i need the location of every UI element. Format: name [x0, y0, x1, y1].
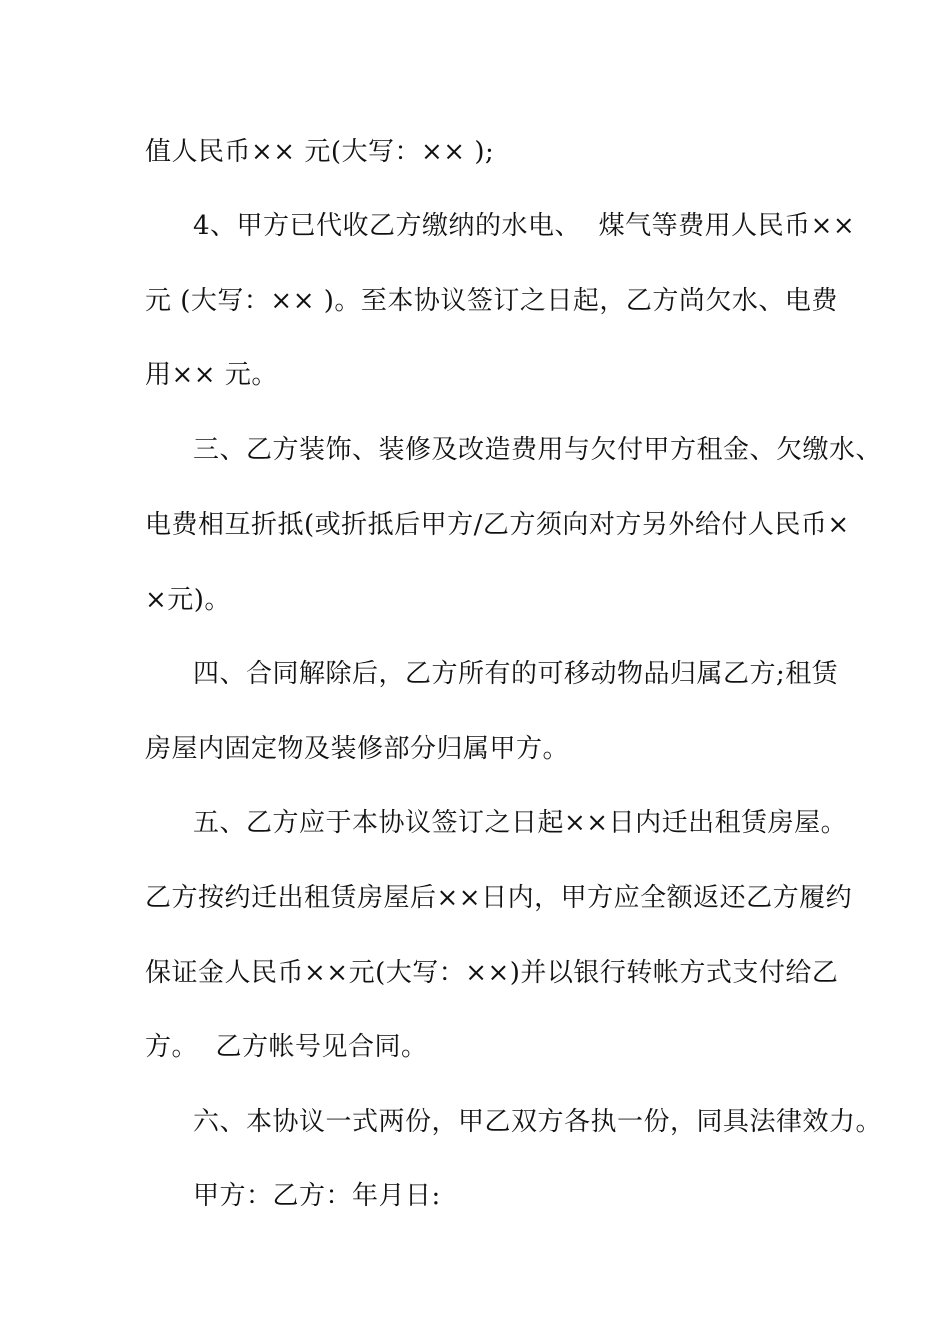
signature-line: 甲方：乙方：年月日:: [193, 1181, 441, 1211]
text-line: 乙方按约迁出租赁房屋后××日内，甲方应全额返还乙方履约: [145, 883, 853, 913]
text-line: 4、甲方已代收乙方缴纳的水电、 煤气等费用人民币××: [193, 211, 856, 241]
text-line: 方。 乙方帐号见合同。: [145, 1032, 428, 1062]
text-line: 值人民币×× 元(大写：×× );: [145, 137, 495, 167]
text-line: 三、乙方装饰、装修及改造费用与欠付甲方租金、欠缴水、: [193, 435, 883, 465]
text-line: 用×× 元。: [145, 360, 278, 390]
text-line: 电费相互折抵(或折抵后甲方/乙方须向对方另外给付人民币×: [145, 510, 850, 540]
text-line: 房屋内固定物及装修部分归属甲方。: [145, 734, 570, 764]
text-line: 四、合同解除后，乙方所有的可移动物品归属乙方;租赁: [193, 659, 839, 689]
text-line: 六、本协议一式两份，甲乙双方各执一份，同具法律效力。: [193, 1107, 883, 1137]
text-line: 保证金人民币××元(大写：××)并以银行转帐方式支付给乙: [145, 958, 839, 988]
text-line: ×元)。: [145, 585, 231, 615]
text-line: 五、乙方应于本协议签订之日起××日内迁出租赁房屋。: [193, 808, 848, 838]
text-line: 元 (大写：×× )。至本协议签订之日起，乙方尚欠水、电费: [145, 286, 838, 316]
